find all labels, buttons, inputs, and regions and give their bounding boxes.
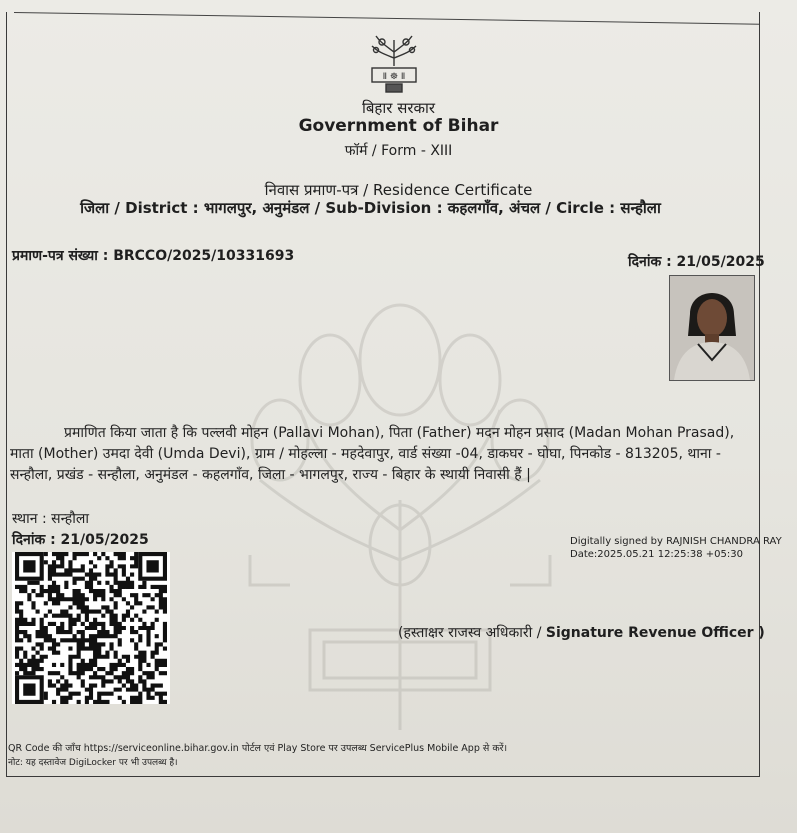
header-dept-hindi: बिहार सरकार <box>361 99 436 117</box>
footer-digilocker-note: नोट: यह दस्तावेज DigiLocker पर भी उपलब्ध है। <box>8 758 178 768</box>
digital-signature <box>570 535 782 561</box>
certificate-date: दिनांक : 21/05/2025 <box>628 254 765 270</box>
place-label: स्थान : सन्हौला <box>12 511 89 527</box>
person-photo-icon <box>670 276 754 380</box>
issue-date: दिनांक : 21/05/2025 <box>12 532 149 548</box>
footer-qr-note: QR Code की जाँच https://serviceonline.bihar.gov.in पोर्टल एवं Play Store पर उपलब्ध ServicePlus Mobile App से करें। <box>8 743 508 754</box>
signature-hindi: (हस्ताक्षर राजस्व अधिकारी / <box>398 625 546 641</box>
svg-text:Ⅱ ☸ Ⅱ: Ⅱ ☸ Ⅱ <box>382 72 406 82</box>
body-line-2: माता (Mother) उमदा देवी (Umda Devi), ग्राम / मोहल्ला - महदेवापुर, वार्ड संख्या -04, डाकघर - घोघा, पिनकोड - 813205, थाना - <box>10 446 721 462</box>
bihar-watermark-icon <box>220 300 580 740</box>
digital-signature-time: Date:2025.05.21 12:25:38 +05:30 <box>570 549 743 560</box>
jurisdiction-line: जिला / District : भागलपुर, अनुमंडल / Sub-Division : कहलगाँव, अंचल / Circle : सन्हौला <box>80 199 661 217</box>
signature-english: Signature Revenue Officer ) <box>545 625 765 641</box>
applicant-photo <box>669 275 755 381</box>
qr-code-icon[interactable] <box>12 552 170 704</box>
certificate-title: निवास प्रमाण-पत्र / Residence Certificate <box>264 181 533 199</box>
signature-officer <box>398 623 765 642</box>
body-line-1: प्रमाणित किया जाता है कि पल्लवी मोहन (Pallavi Mohan), पिता (Father) मदन मोहन प्रसाद (Madan Mohan Prasad), <box>64 425 735 441</box>
certificate-body <box>10 423 765 486</box>
certificate-number: प्रमाण-पत्र संख्या : BRCCO/2025/10331693 <box>12 248 295 264</box>
header-form: फॉर्म / Form - XIII <box>344 143 453 159</box>
header-government: Government of Bihar <box>298 116 499 136</box>
bihar-emblem-icon <box>362 32 426 96</box>
body-line-3: सन्हौला, प्रखंड - सन्हौला, अनुमंडल - कहलगाँव, जिला - भागलपुर, राज्य - बिहार के स्थायी निवासी हैं | <box>10 467 531 483</box>
digital-signature-name: Digitally signed by RAJNISH CHANDRA RAY <box>570 536 782 547</box>
